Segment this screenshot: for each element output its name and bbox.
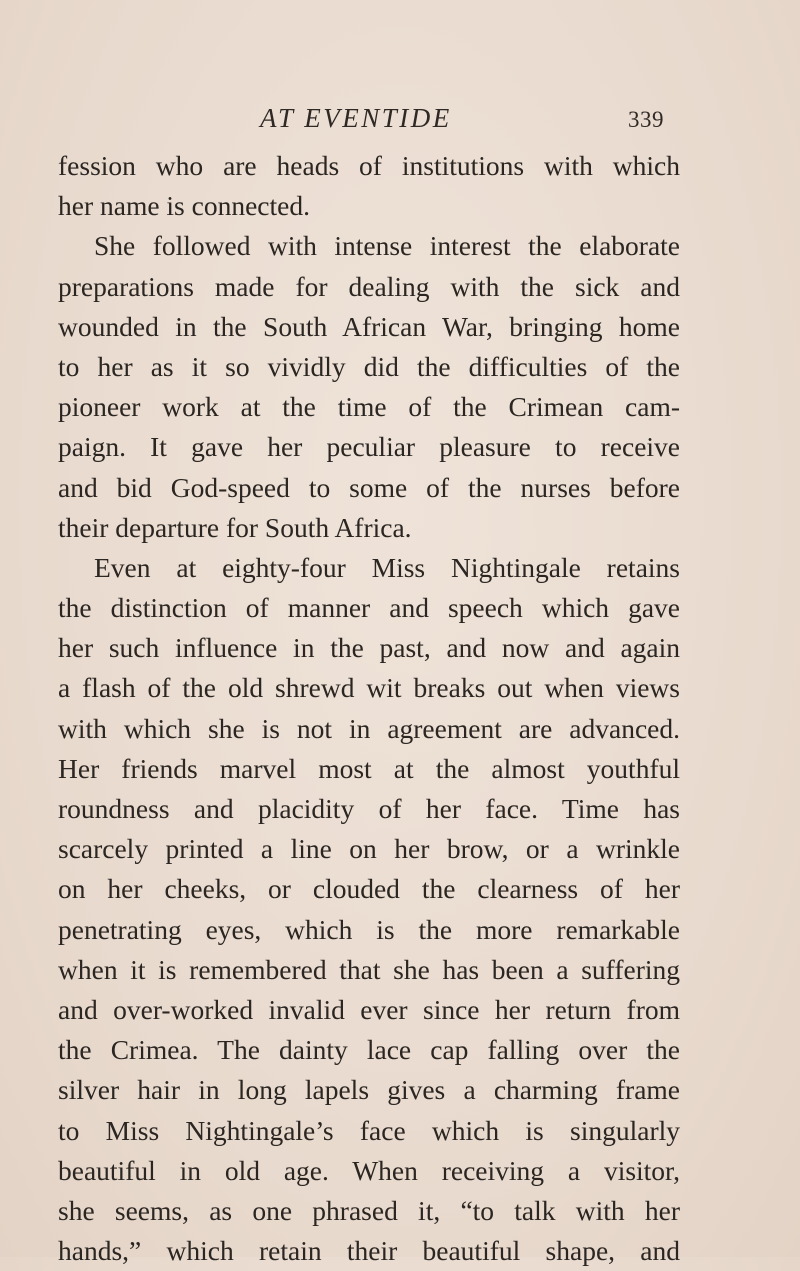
text-line: wounded in the South African War, bringing home bbox=[58, 310, 680, 342]
text-line: a flash of the old shrewd wit breaks out when views bbox=[58, 672, 680, 704]
text-line: when it is remembered that she has been a suffering bbox=[58, 953, 680, 985]
text-line: Her friends marvel most at the almost youthful bbox=[58, 752, 680, 784]
text-line: the distinction of manner and speech which gave bbox=[58, 592, 680, 624]
text-line: roundness and placidity of her face. Time has bbox=[58, 793, 680, 824]
text-line: their departure for South Africa. bbox=[58, 511, 412, 543]
text-line: her such influence in the past, and now and again bbox=[58, 632, 680, 664]
text-line: preparations made for dealing with the sick and bbox=[58, 270, 680, 302]
text-line: and over-worked invalid ever since her return from bbox=[58, 993, 680, 1025]
text-line: She followed with intense interest the elaborate bbox=[94, 230, 680, 262]
text-line: fession who are heads of institutions with which bbox=[58, 150, 680, 181]
text-line: scarcely printed a line on her brow, or a wrinkle bbox=[58, 833, 680, 865]
body-text bbox=[58, 146, 680, 1271]
running-title: AT EVENTIDE bbox=[260, 103, 452, 133]
text-line: to Miss Nightingale’s face which is singularly bbox=[58, 1114, 680, 1146]
text-line: penetrating eyes, which is the more remarkable bbox=[58, 913, 680, 945]
text-line: paign. It gave her peculiar pleasure to receive bbox=[58, 431, 680, 463]
text-line: hands,” which retain their beautiful shape, and bbox=[58, 1235, 680, 1267]
text-line: Even at eighty-four Miss Nightingale retains bbox=[94, 551, 680, 583]
text-line: silver hair in long lapels gives a charming frame bbox=[58, 1074, 680, 1106]
running-head bbox=[0, 103, 800, 135]
text-line: and bid God-speed to some of the nurses before bbox=[58, 471, 680, 503]
text-line: with which she is not in agreement are advanced. bbox=[58, 712, 680, 744]
page-number: 339 bbox=[628, 107, 664, 132]
text-line: the Crimea. The dainty lace cap falling over the bbox=[58, 1034, 680, 1066]
text-line: beautiful in old age. When receiving a visitor, bbox=[58, 1154, 680, 1186]
text-line: she seems, as one phrased it, “to talk with her bbox=[58, 1194, 680, 1226]
text-line: her name is connected. bbox=[58, 190, 310, 222]
text-line: to her as it so vividly did the difficulties of the bbox=[58, 350, 680, 382]
text-line: on her cheeks, or clouded the clearness of her bbox=[58, 873, 680, 905]
text-line: pioneer work at the time of the Crimean cam- bbox=[58, 391, 680, 423]
